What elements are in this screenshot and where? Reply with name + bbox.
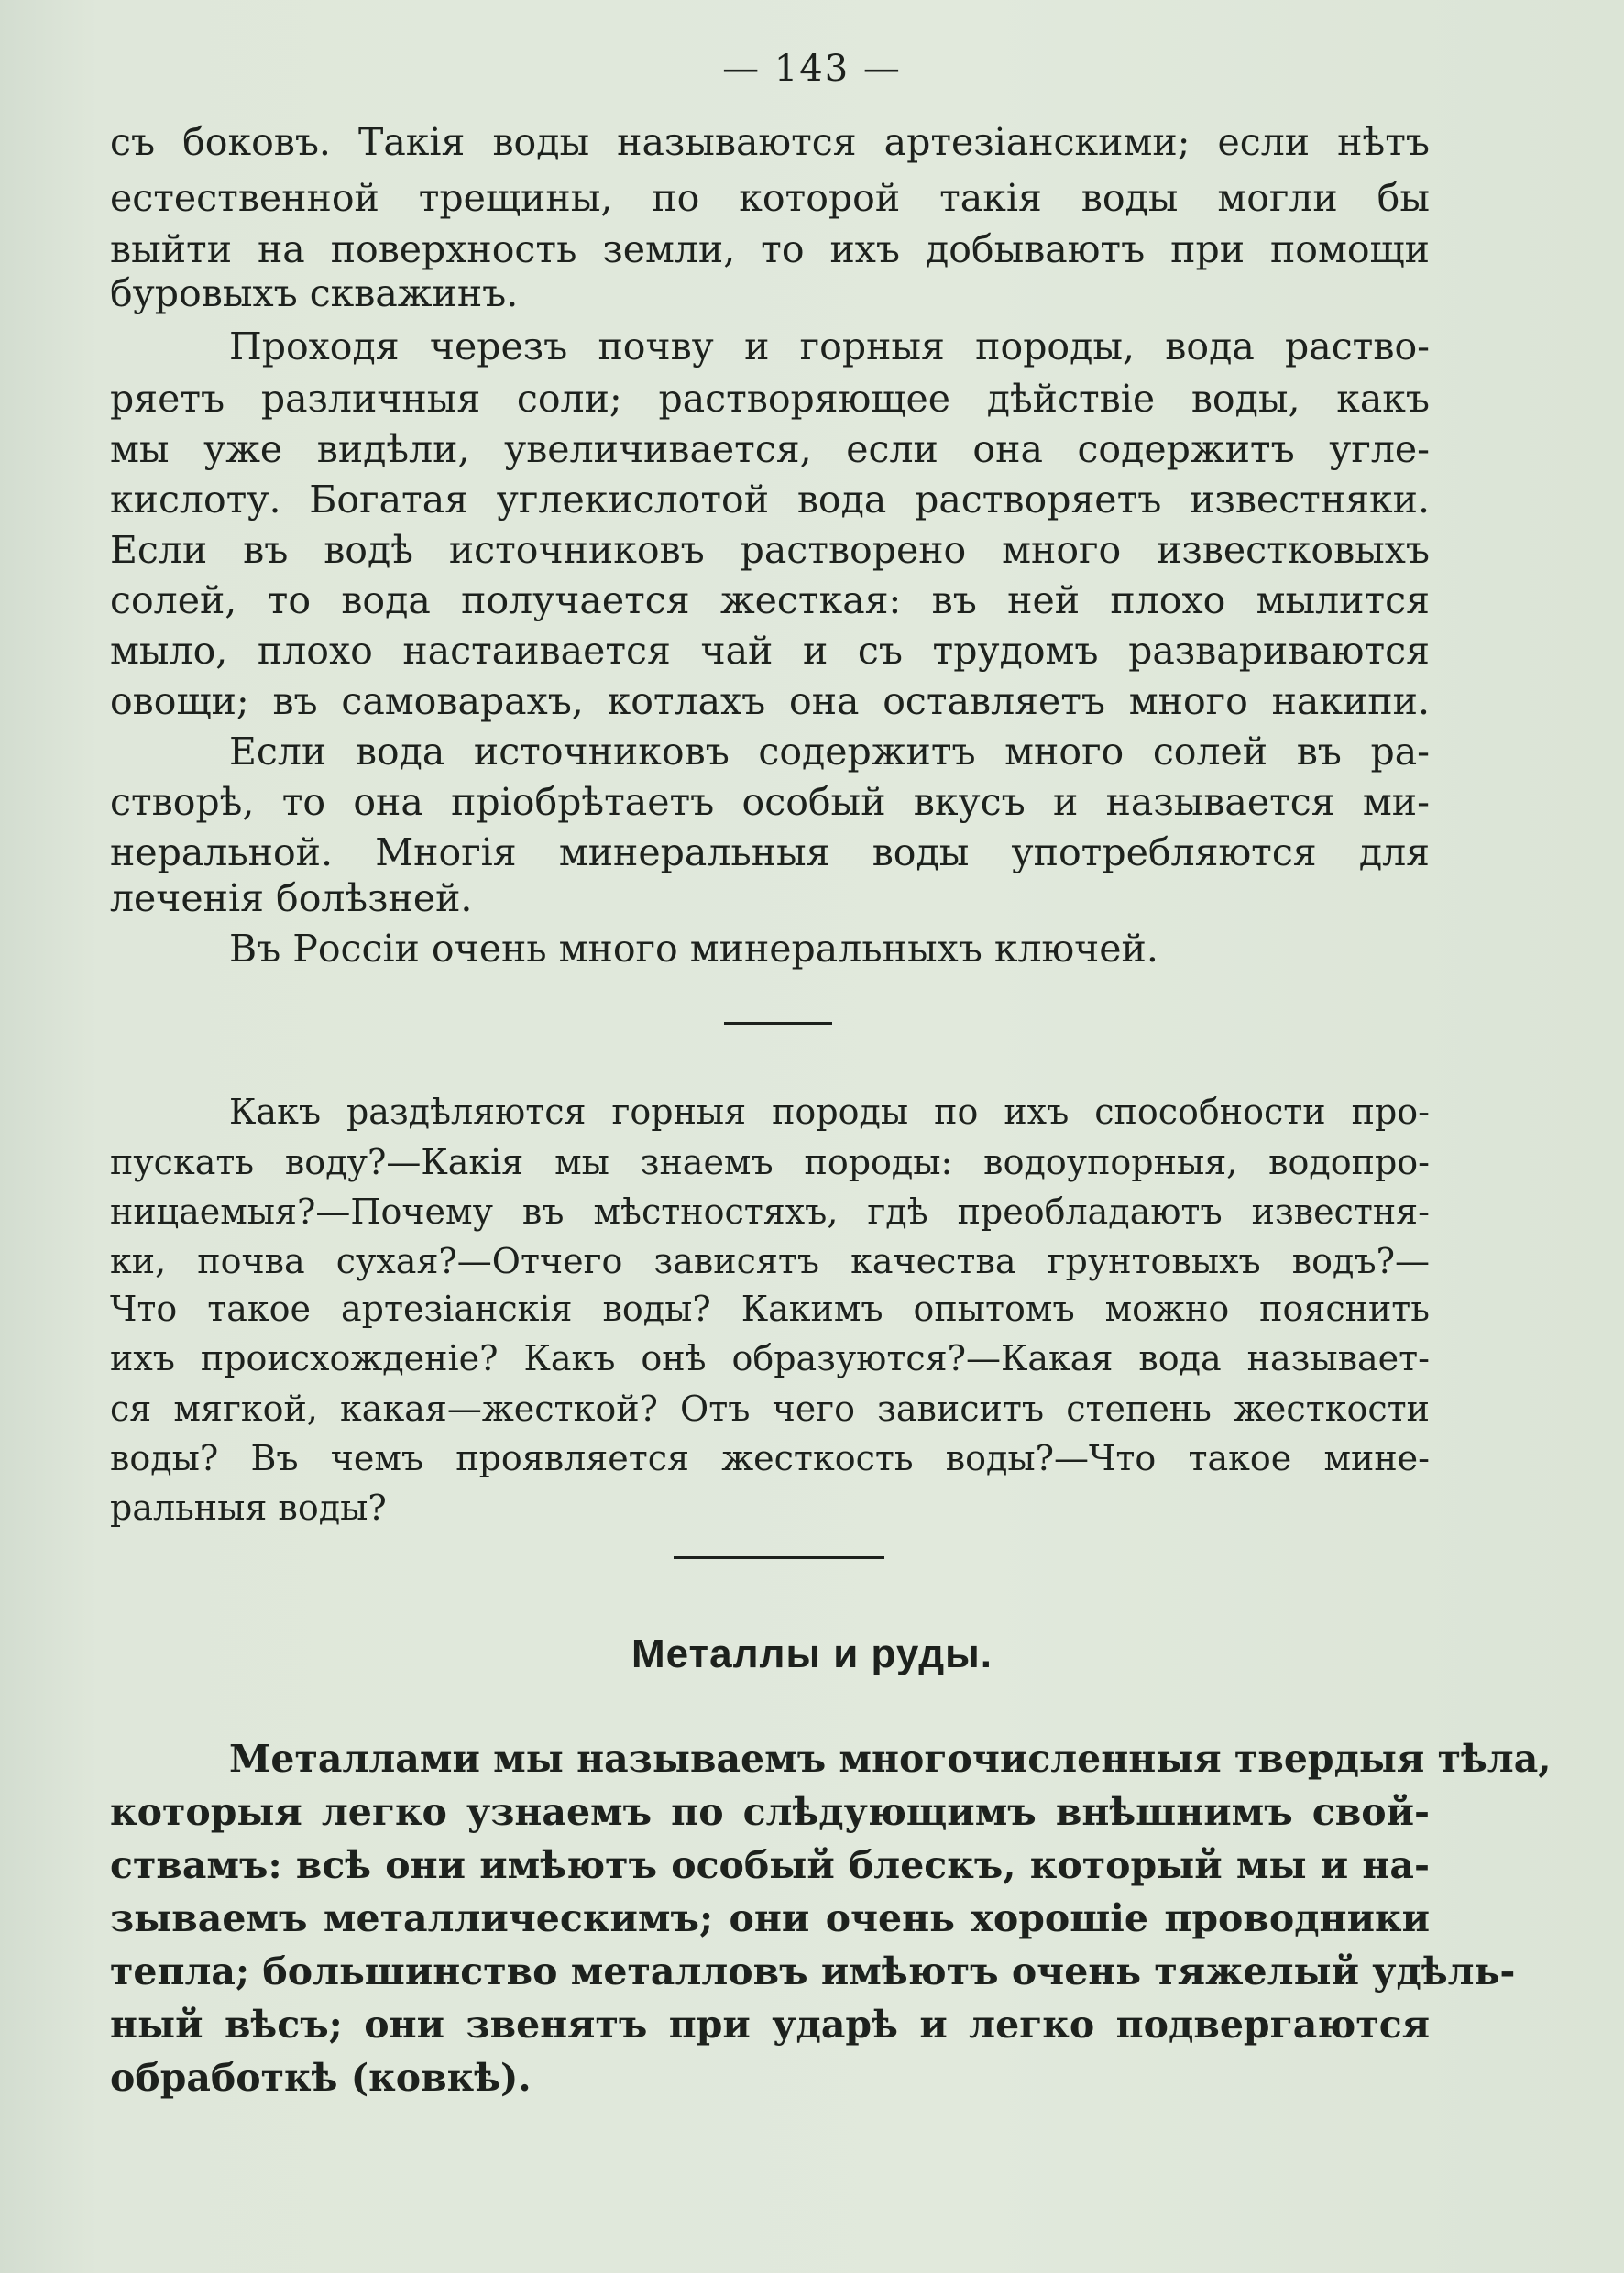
text-line: которыя легко узнаемъ по слѣдующимъ внѣшнимъ свой-: [110, 1790, 1430, 1834]
text-line: неральной. Многія минеральныя воды употребляются для: [110, 830, 1430, 874]
text-line: выйти на поверхность земли, то ихъ добываютъ при помощи: [110, 227, 1430, 271]
question-line: пускать воду?—Какія мы знаемъ породы: водоупорныя, водопро-: [110, 1142, 1430, 1182]
text-line: естественной трещины, по которой такія воды могли бы: [110, 176, 1430, 220]
question-line: ки, почва сухая?—Отчего зависятъ качества грунтовыхъ водъ?—: [110, 1241, 1430, 1281]
text-line: мы уже видѣли, увеличивается, если она содержитъ угле-: [110, 427, 1430, 471]
text-line: створѣ, то она пріобрѣтаетъ особый вкусъ и называется ми-: [110, 780, 1430, 824]
question-line: ральныя воды?: [110, 1488, 387, 1528]
text-line: зываемъ металлическимъ; они очень хорошіе проводники: [110, 1896, 1430, 1940]
text-line: Металлами мы называемъ многочисленныя твердыя тѣла,: [229, 1737, 1552, 1781]
question-line: ся мягкой, какая—жесткой? Отъ чего зависитъ степень жесткости: [110, 1389, 1430, 1429]
text-line: овощи; въ самоварахъ, котлахъ она оставляетъ много накипи.: [110, 679, 1430, 723]
text-line: ствамъ: всѣ они имѣютъ особый блескъ, который мы и на-: [110, 1843, 1430, 1887]
text-line: мыло, плохо настаивается чай и съ трудомъ развариваются: [110, 629, 1430, 673]
text-line: буровыхъ скважинъ.: [110, 271, 519, 315]
page-number: — 143 —: [722, 48, 902, 90]
text-line: леченія болѣзней.: [110, 876, 473, 920]
question-line: ихъ происхожденіе? Какъ онѣ образуются?—Какая вода называет-: [110, 1338, 1430, 1378]
text-line: Если въ водѣ источниковъ растворено много известковыхъ: [110, 528, 1430, 572]
text-line: Въ Россіи очень много минеральныхъ ключей.: [229, 927, 1158, 971]
text-line: тепла; большинство металловъ имѣютъ очень тяжелый удѣль-: [110, 1949, 1516, 1993]
text-line: ряетъ различныя соли; растворяющее дѣйствіе воды, какъ: [110, 377, 1430, 421]
text-line: ный вѣсъ; они звенятъ при ударѣ и легко подвергаются: [110, 2003, 1430, 2047]
text-line: Проходя черезъ почву и горныя породы, вода раство-: [229, 324, 1430, 368]
section-divider: [724, 1022, 832, 1025]
question-line: Какъ раздѣляются горныя породы по ихъ способности про-: [229, 1092, 1430, 1132]
question-line: воды? Въ чемъ проявляется жесткость воды?—Что такое мине-: [110, 1438, 1430, 1478]
question-line: ницаемыя?—Почему въ мѣстностяхъ, гдѣ преобладаютъ известня-: [110, 1191, 1430, 1232]
text-line: кислоту. Богатая углекислотой вода растворяетъ известняки.: [110, 478, 1430, 522]
text-line: Если вода источниковъ содержитъ много солей въ ра-: [229, 730, 1430, 774]
text-line: съ боковъ. Такія воды называются артезіанскими; если нѣтъ: [110, 120, 1430, 164]
section-divider: [674, 1556, 884, 1559]
text-line: солей, то вода получается жесткая: въ ней плохо мылится: [110, 578, 1430, 622]
section-heading: Металлы и руды.: [631, 1631, 993, 1676]
question-line: Что такое артезіанскія воды? Какимъ опытомъ можно пояснить: [110, 1289, 1430, 1329]
text-line: обработкѣ (ковкѣ).: [110, 2056, 532, 2100]
